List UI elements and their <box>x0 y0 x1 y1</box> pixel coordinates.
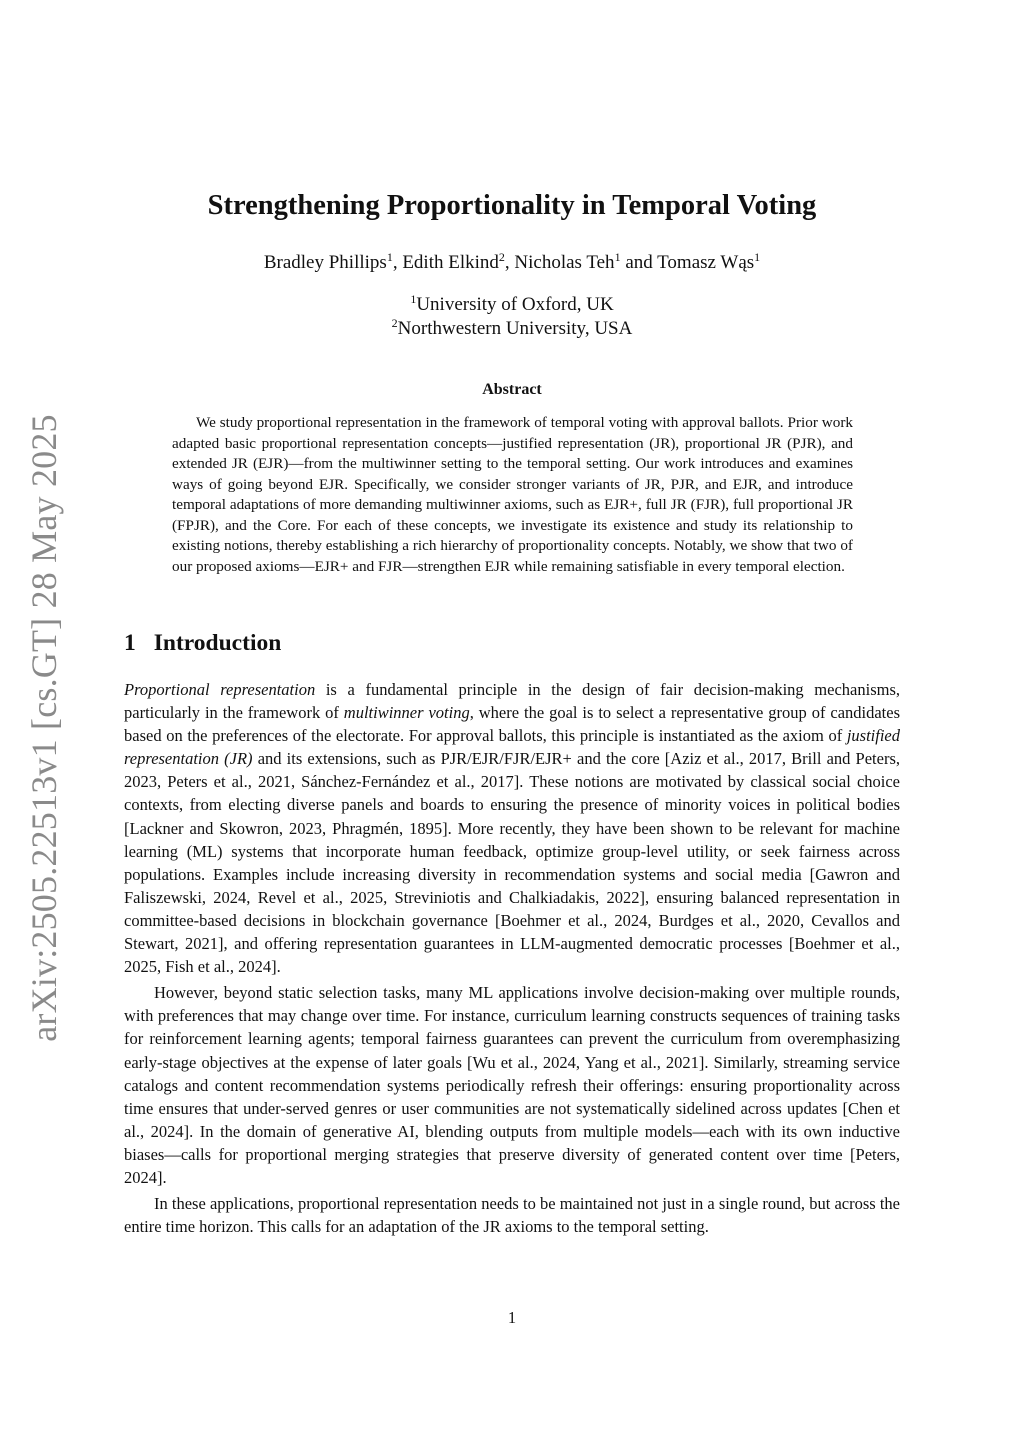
affiliation-mark: 1 <box>410 292 417 306</box>
emphasis: multiwinner voting <box>343 703 470 723</box>
affiliation-mark: 1 <box>754 250 761 264</box>
affiliation-line <box>124 294 900 316</box>
affiliation-mark: 1 <box>614 250 621 264</box>
emphasis: justified representation (JR) <box>124 726 900 769</box>
abstract-text: We study proportional representation in the framework of temporal voting with approval ballots. Prior work adapted basic proportional representation concepts—justified representation (JR), proportional JR (PJR), and extended JR (EJR)—from the multiwinner setting to the temporal setting. Our work introduces and examines ways of going beyond EJR. Specifically, we consider stronger variants of JR, PJR, and EJR, and introduce temporal adaptations of more demanding multiwinner axioms, such as EJR+, full JR (FJR), full proportional JR (FPJR), and the Core. For each of these concepts, we investigate its existence and study its relationship to existing notions, thereby establishing a rich hierarchy of proportionality concepts. Notably, we show that two of our proposed axioms—EJR+ and FJR—strengthen EJR while remaining satisfiable in every temporal election. <box>172 414 853 575</box>
author-separator: , <box>504 252 515 273</box>
paper-title: Strengthening Proportionality in Temporal Voting <box>207 190 817 221</box>
arxiv-identifier-stamp: arXiv:2505.22513v1 [cs.GT] 28 May 2025 <box>24 414 64 1042</box>
author-name: Nicholas Teh <box>514 252 615 273</box>
author-separator: , <box>392 252 403 273</box>
section-heading <box>124 630 281 657</box>
abstract-heading: Abstract <box>482 381 542 398</box>
section-title: Introduction <box>153 630 282 656</box>
affiliation-text: University of Oxford, UK <box>416 294 614 315</box>
affiliation-line <box>124 318 900 340</box>
author-name: Bradley Phillips <box>263 252 387 273</box>
paragraph-text: , where the goal is to select a representative group of candidates based on the preferences of the electorate. For approval ballots, this principle is instantiated as the axiom of <box>124 703 901 746</box>
author-name: Edith Elkind <box>402 252 499 273</box>
paragraph-text: and its extensions, such as PJR/EJR/FJR/EJR+ and the core [Aziz et al., 2017, Brill and Peters, 2023, Peters et al., 2021, Sánchez-Fernández et al., 2017]. These notions are motivated by classical social choice contexts, from electing diverse panels and boards to ensuring the presence of minority voices in political bodies [Lackner and Skowron, 2023, Phragmén, 1895]. More recently, they have been shown to be relevant for machine learning (ML) systems that incorporate human feedback, optimize group-level utility, or seek fairness across populations. Examples include increasing diversity in recommendation systems and social media [Gawron and Faliszewski, 2024, Revel et al., 2025, Streviniotis and Chalkiadakis, 2022], ensuring balanced representation in committee-based decisions in blockchain governance [Boehmer et al., 2024, Burdges et al., 2020, Cevallos and Stewart, 2021], and offering representation guarantees in LLM-augmented democratic processes [Boehmer et al., 2025, Fish et al., 2024]. <box>124 749 900 977</box>
emphasis: Proportional representation <box>124 680 316 699</box>
section-number: 1 <box>124 630 136 656</box>
page-number: 1 <box>507 1308 517 1327</box>
paragraph: In these applications, proportional representation needs to be maintained not just in a single round, but across the entire time horizon. This calls for an adaptation of the JR axioms to the temporal setting. <box>124 1194 900 1237</box>
author-name: Tomasz Wąs <box>657 252 755 273</box>
affiliation-text: Northwestern University, USA <box>397 318 633 339</box>
paragraph <box>124 678 900 978</box>
author-list <box>124 252 900 274</box>
affiliation-mark: 2 <box>498 250 505 264</box>
paragraph: However, beyond static selection tasks, many ML applications involve decision-making over multiple rounds, with preferences that may change over time. For instance, curriculum learning constructs sequences of training tasks for reinforcement learning agents; temporal fairness guarantees can prevent the curriculum from overemphasizing early-stage objectives at the expense of later goals [Wu et al., 2024, Yang et al., 2021]. Similarly, streaming service catalogs and content recommendation systems periodically refresh their offerings: ensuring proportionality across time ensures that under-served genres or user communities are not systematically sidelined across updates [Chen et al., 2024]. In the domain of generative AI, blending outputs from multiple models—each with its own inductive biases—calls for proportional merging strategies that preserve diversity of generated content over time [Peters, 2024]. <box>124 983 900 1187</box>
affiliation-mark: 2 <box>391 316 398 330</box>
body-text <box>124 678 900 1238</box>
author-separator: and <box>620 252 658 273</box>
paragraph-text: is a fundamental principle in the design of fair decision-making mechanisms, particularly in the framework of <box>124 680 900 723</box>
affiliation-mark: 1 <box>386 250 393 264</box>
